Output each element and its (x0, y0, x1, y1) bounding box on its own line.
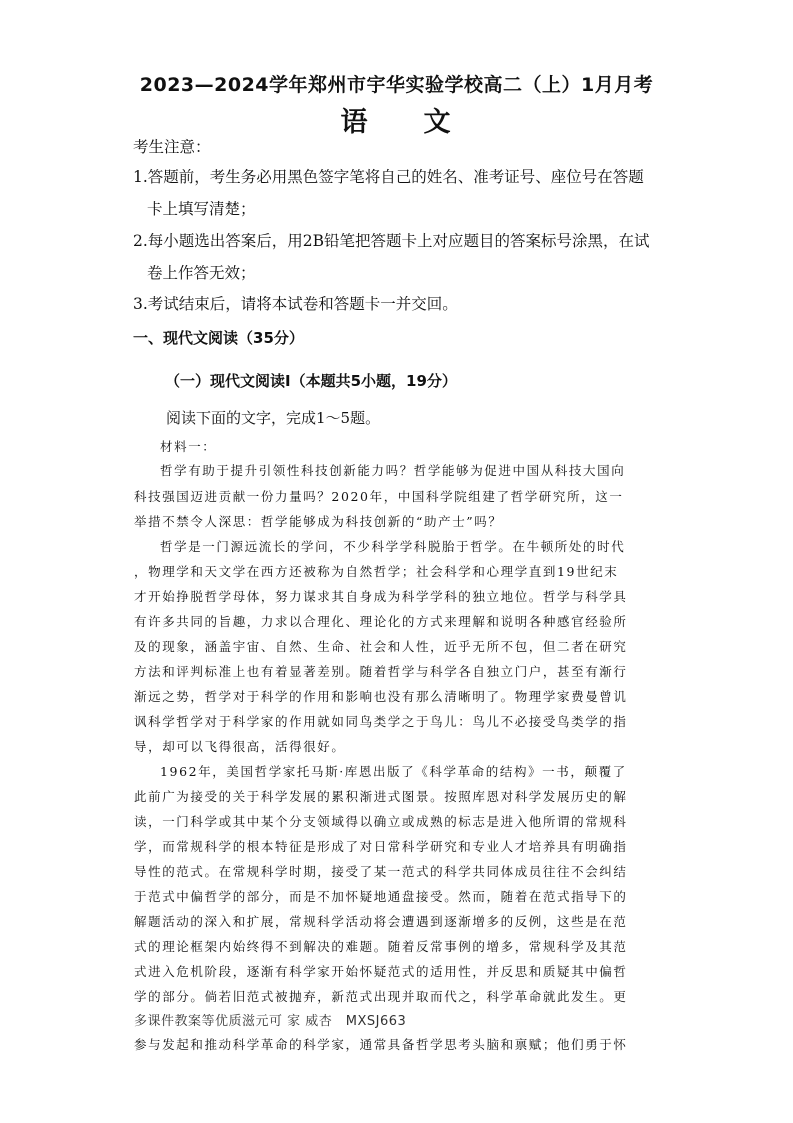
passage-line: 导，却可以飞得很高，活得很好。 (134, 739, 346, 754)
passage-line: 举措不禁令人深思：哲学能够成为科技创新的“助产士”吗？ (134, 514, 503, 529)
subject-char-1: 语 (340, 107, 370, 138)
passage-line: 学的部分。倘若旧范式被抛弃，新范式出现并取而代之，科学革命就此发生。更 (134, 989, 628, 1004)
passage-line: 科技强国迈进贡献一份力量吗？2020年，中国科学院组建了哲学研究所，这一 (134, 489, 624, 504)
passage-line: 导性的范式。在常规科学时期，接受了某一范式的科学共同体成员往往不会纠结 (134, 864, 628, 879)
section-title: 一、现代文阅读（35分） (133, 329, 304, 347)
notice-item-2-cont: 卷上作答无效； (147, 264, 256, 282)
passage-line: 解题活动的深入和扩展，常规科学活动将会遭遇到逐渐增多的反例，这些是在范 (134, 914, 628, 929)
passage-line: 讽科学哲学对于科学家的作用就如同鸟类学之于鸟儿：鸟儿不必接受鸟类学的指 (134, 714, 628, 729)
watermark-text: 多课件教案等优质滋元可 家 威杏 MXSJ663 (134, 1014, 407, 1029)
passage-line: 式进入危机阶段，逐渐有科学家开始怀疑范式的适用性，并反思和质疑其中偏哲 (134, 964, 628, 979)
subject-title (0, 100, 793, 139)
passage-line: 哲学有助于提升引领性科技创新能力吗？哲学能够为促进中国从科技大国向 (160, 463, 626, 478)
section-subtitle: （一）现代文阅读Ⅰ（本题共5小题，19分） (165, 372, 457, 390)
passage-line: 1962年，美国哲学家托马斯·库恩出版了《科学革命的结构》一书，颠覆了 (160, 764, 627, 779)
exam-title: 2023—2024学年郑州市宇华实验学校高二（上）1月月考 (139, 74, 654, 96)
notice-item-1: 1.答题前，考生务必用黑色签字笔将自己的姓名、准考证号、座位号在答题 (133, 168, 644, 186)
passage-line: 学，而常规科学的根本特征是形成了对日常科学研究和专业人才培养具有明确指 (134, 839, 628, 854)
passage-line: 参与发起和推动科学革命的科学家，通常具备哲学思考头脑和禀赋；他们勇于怀 (134, 1037, 628, 1052)
notice-item-1-cont: 卡上填写清楚； (147, 200, 256, 218)
notice-heading: 考生注意： (133, 138, 211, 156)
passage-line: 有许多共同的旨趣，力求以合理化、理论化的方式来理解和说明各种感官经验所 (134, 614, 628, 629)
notice-item-3: 3.考试结束后，请将本试卷和答题卡一并交回。 (133, 295, 458, 313)
passage-line: 方法和评判标准上也有着显著差别。随着哲学与科学各自独立门户，甚至有渐行 (134, 664, 628, 679)
passage-line: 读，一门科学或其中某个分支领域得以确立或成熟的标志是进入他所谓的常规科 (134, 814, 628, 829)
passage-line: 哲学是一门源远流长的学问，不少科学学科脱胎于哲学。在牛顿所处的时代 (160, 539, 626, 554)
passage-line: ，物理学和天文学在西方还被称为自然哲学；社会科学和心理学直到19世纪末 (134, 564, 619, 579)
passage-line: 才开始挣脱哲学母体，努力谋求其自身成为科学学科的独立地位。哲学与科学具 (134, 589, 628, 604)
passage-line: 式的理论框架内始终得不到解决的难题。随着反常事例的增多，常规科学及其范 (134, 939, 628, 954)
passage-line: 渐远之势，哲学对于科学的作用和影响也没有那么清晰明了。物理学家费曼曾讥 (134, 689, 628, 704)
material-label: 材料一： (160, 439, 217, 454)
reading-instruction: 阅读下面的文字，完成1～5题。 (166, 409, 381, 427)
passage-line: 及的现象，涵盖宇宙、自然、生命、社会和人性，近乎无所不包，但二者在研究 (134, 639, 628, 654)
passage-line: 此前广为接受的关于科学发展的累积渐进式图景。按照库恩对科学发展历史的解 (134, 789, 628, 804)
notice-item-2: 2.每小题选出答案后，用2B铅笔把答题卡上对应题目的答案标号涂黑，在试 (133, 232, 650, 250)
subject-char-2: 文 (423, 107, 453, 138)
passage-line: 于范式中偏哲学的部分，而是不加怀疑地通盘接受。然而，随着在范式指导下的 (134, 889, 628, 904)
